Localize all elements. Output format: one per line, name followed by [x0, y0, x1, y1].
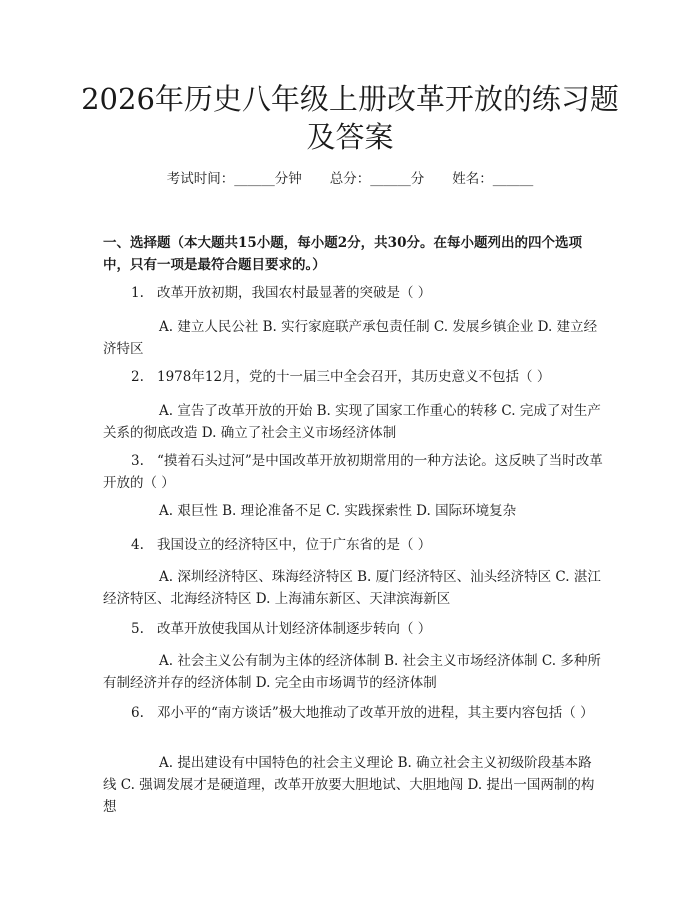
exam-time-label: 考试时间：______分钟 [166, 171, 302, 187]
total-score-label: 总分：______分 [329, 171, 425, 187]
question-1-stem: 1. 改革开放初期，我国农村最显著的突破是（ ） [103, 282, 603, 304]
exam-meta [0, 170, 700, 188]
student-name-label: 姓名：______ [452, 171, 534, 187]
question-6-number: 6. [131, 705, 144, 721]
question-3-stem: 3. “摸着石头过河”是中国改革开放初期常用的一种方法论。这反映了当时改革开放的（ ） [103, 450, 603, 494]
question-6-stem: 6. 邓小平的“南方谈话”极大地推动了改革开放的进程，其主要内容包括（ ） [103, 702, 603, 724]
question-4-options: A. 深圳经济特区、珠海经济特区 B. 厦门经济特区、汕头经济特区 C. 湛江经济特区、北海经济特区 D. 上海浦东新区、天津滨海新区 [103, 569, 601, 607]
question-4-number: 4. [131, 537, 144, 553]
question-5-number: 5. [131, 621, 144, 637]
question-2-stem: 2. 1978年12月，党的十一届三中全会召开，其历史意义不包括（ ） [103, 366, 603, 388]
question-3-options: A. 艰巨性 B. 理论准备不足 C. 实践探索性 D. 国际环境复杂 [159, 503, 517, 519]
question-6-options: A. 提出建设有中国特色的社会主义理论 B. 确立社会主义初级阶段基本路线 C. 强调发展才是硬道理，改革开放要大胆地试、大胆地闯 D. 提出一国两制的构想 [103, 755, 595, 815]
question-1-number: 1. [131, 285, 144, 301]
document-title: 2026年历史八年级上册改革开放的练习题及答案 [81, 82, 619, 154]
question-5-stem: 5. 改革开放使我国从计划经济体制逐步转向（ ） [103, 618, 603, 640]
section-heading: 一、选择题（本大题共15小题，每小题2分，共30分。在每小题列出的四个选项中，只有一项是最符合题目要求的。） [103, 235, 582, 273]
question-2-number: 2. [131, 369, 144, 385]
question-2-options: A. 宣告了改革开放的开始 B. 实现了国家工作重心的转移 C. 完成了对生产关系的彻底改造 D. 确立了社会主义市场经济体制 [103, 403, 601, 441]
question-3-number: 3. [131, 453, 144, 469]
question-4-stem: 4. 我国设立的经济特区中，位于广东省的是（ ） [103, 534, 603, 556]
question-1-options: A. 建立人民公社 B. 实行家庭联产承包责任制 C. 发展乡镇企业 D. 建立经济特区 [103, 319, 598, 357]
question-5-options: A. 社会主义公有制为主体的经济体制 B. 社会主义市场经济体制 C. 多种所有制经济并存的经济体制 D. 完全由市场调节的经济体制 [103, 653, 601, 691]
